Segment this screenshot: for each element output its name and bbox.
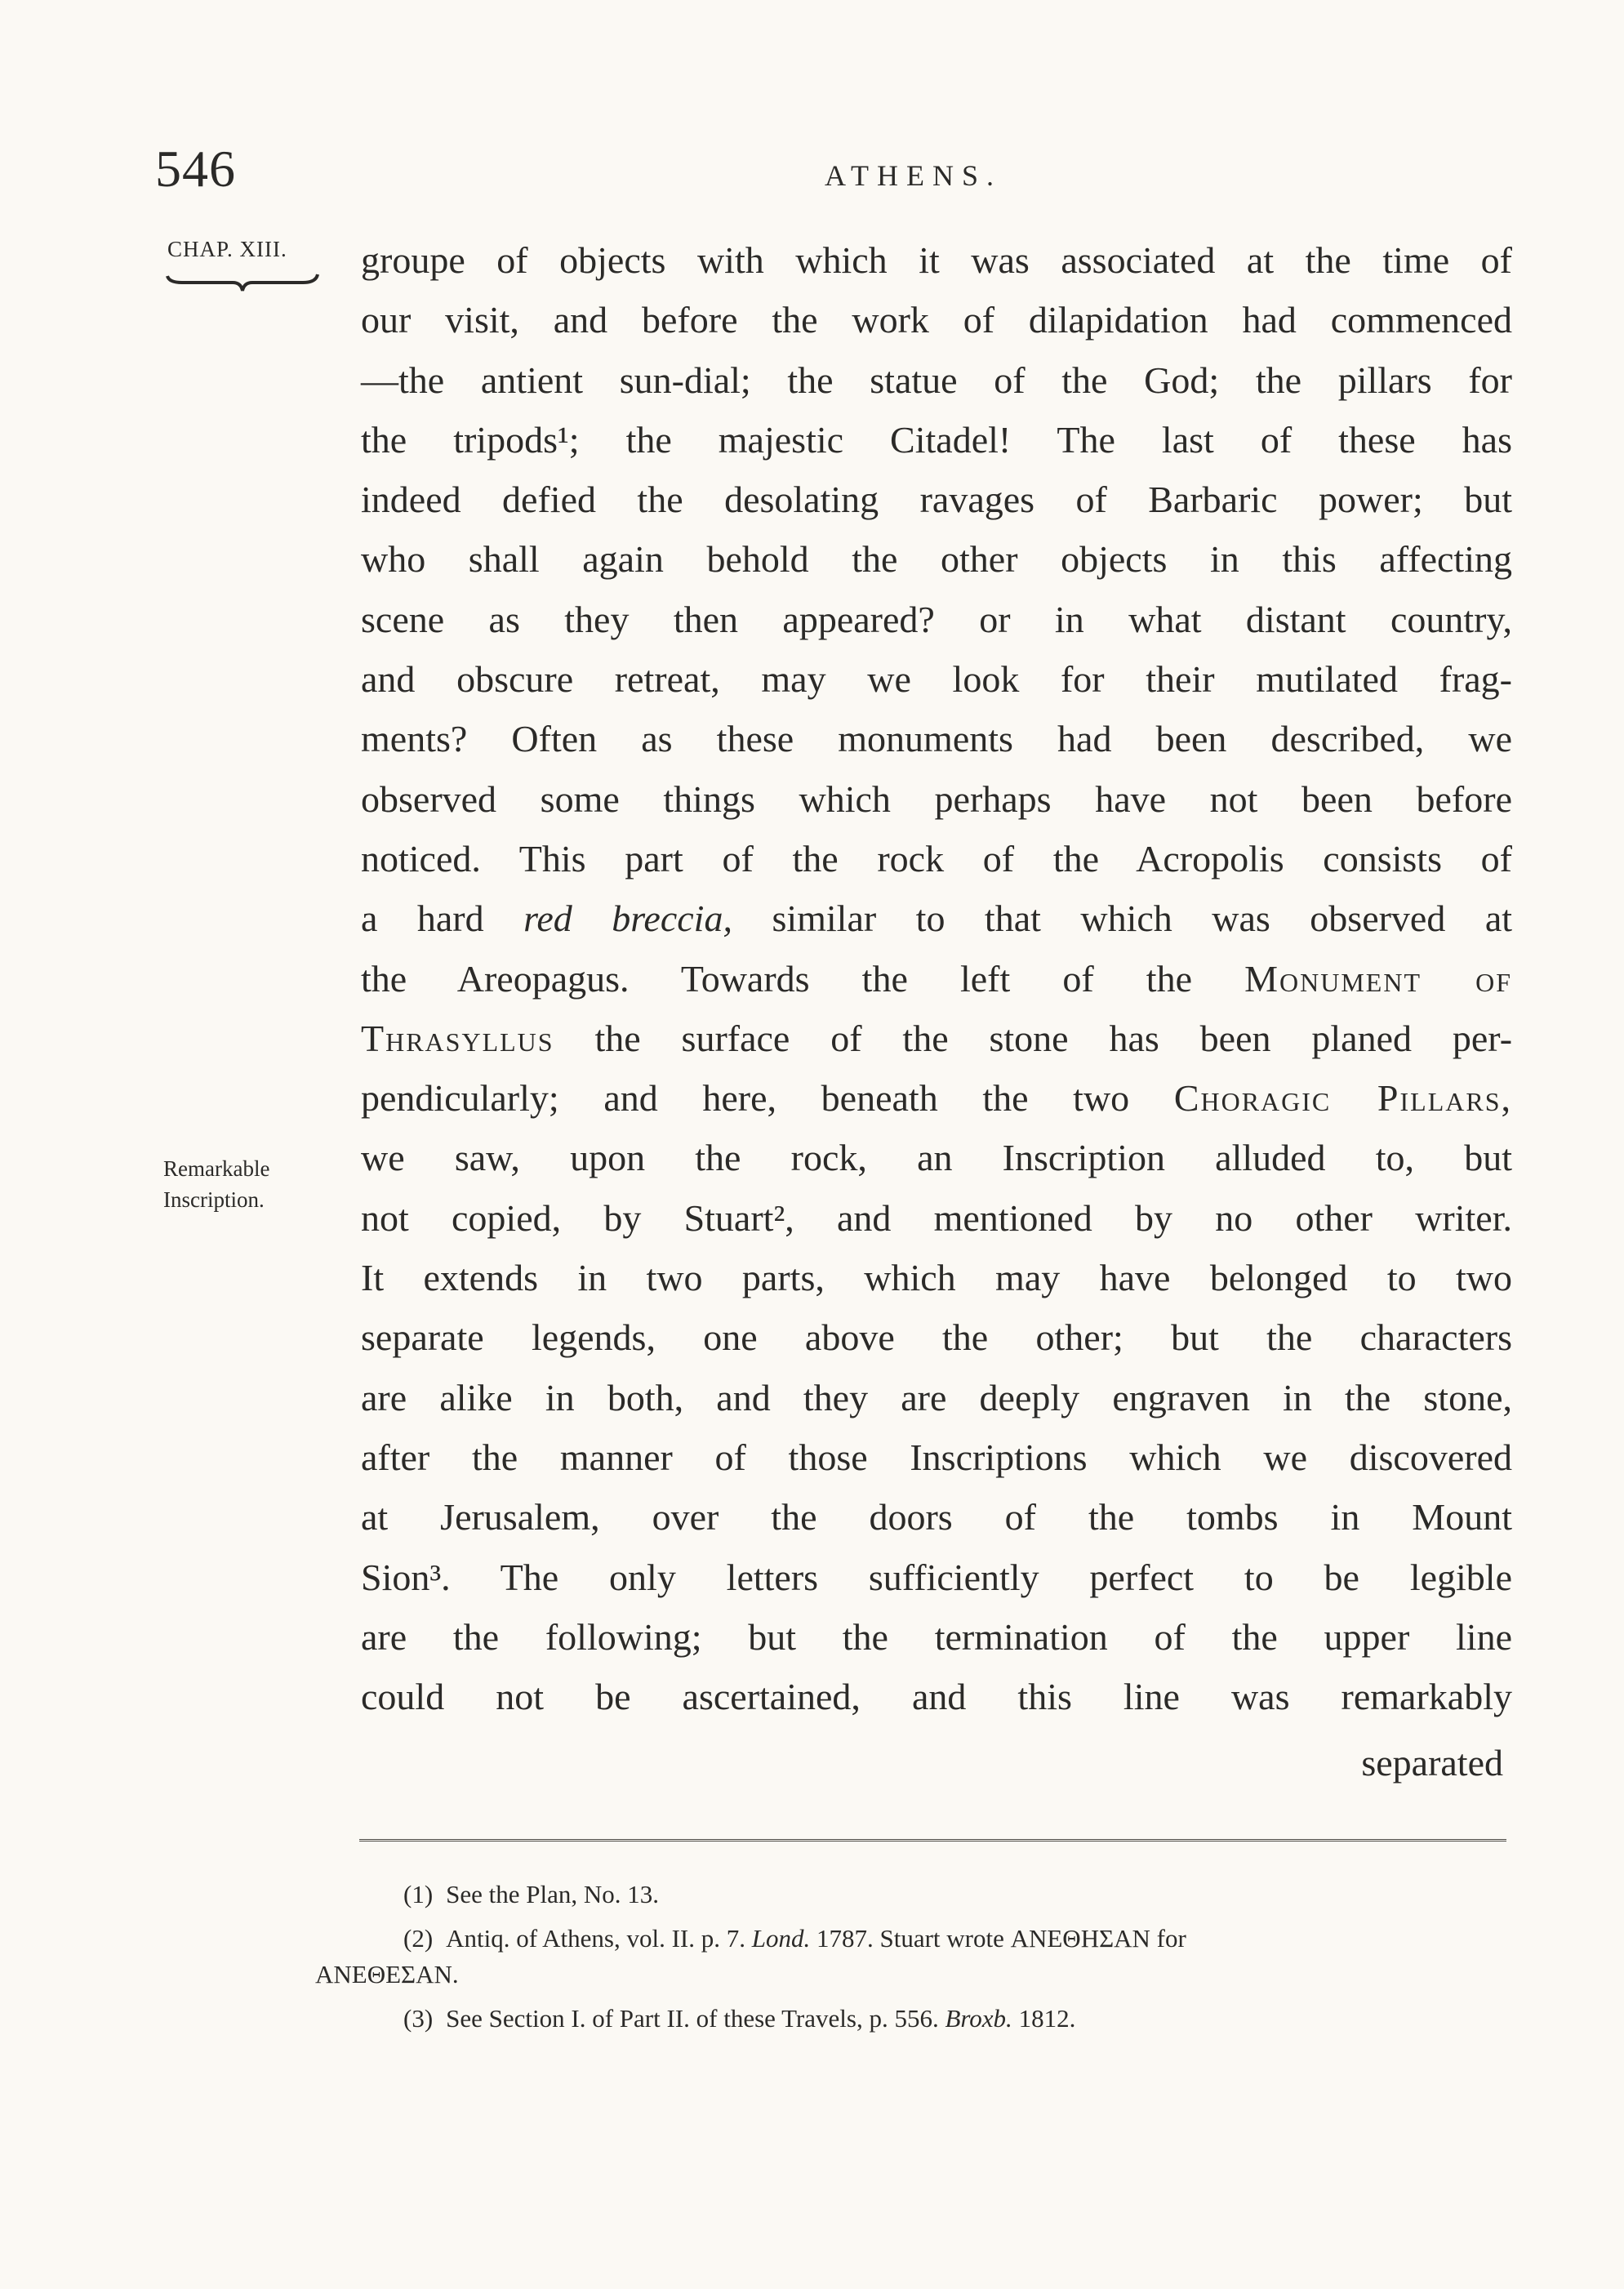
footnote-number: (2) [403, 1924, 434, 1953]
text-run: pendicularly; and here, beneath the two [361, 1077, 1130, 1120]
text-line: at Jerusalem, over the doors of the tombs in Mount [361, 1496, 1512, 1539]
footnote-1 [359, 1877, 1519, 1913]
footnote-text: Antiq. of Athens, vol. II. p. 7. [446, 1924, 745, 1953]
text-line: are alike in both, and they are deeply engraven in the stone, [361, 1376, 1512, 1418]
footnote-text: See the Plan, No. 13. [446, 1880, 660, 1908]
catchword: separated [1361, 1742, 1503, 1784]
footnote-text: 1787. Stuart wrote ΑΝΕΘΗΣΑΝ for [816, 1924, 1186, 1953]
text-line: and obscure retreat, may we look for their mutilated frag- [361, 658, 1512, 701]
small-caps-term: Choragic Pillars, [1173, 1077, 1512, 1120]
text-line: our visit, and before the work of dilapidation had commenced [361, 299, 1512, 341]
italic-term: red breccia, [523, 897, 732, 940]
footnote-3 [359, 2001, 1519, 2037]
text-line: indeed defied the desolating ravages of Barbaric power; but [361, 479, 1512, 521]
chapter-brace-ornament [166, 269, 319, 294]
text-line: separate legends, one above the other; but the characters [361, 1316, 1512, 1359]
margin-note [163, 1153, 269, 1215]
footnote-text: See Section I. of Part II. of these Travels, p. 556. [446, 2004, 939, 2033]
footnote-italic: Broxb. [945, 2004, 1012, 2033]
margin-note-line-1: Remarkable [163, 1156, 270, 1181]
text-line [361, 1009, 1512, 1068]
text-line [361, 949, 1512, 1009]
margin-note-line-2: Inscription. [163, 1187, 265, 1212]
small-caps-term: Monument of [1244, 957, 1513, 1000]
running-head: ATHENS. [825, 159, 1003, 192]
small-caps-term: Thrasyllus [361, 1017, 554, 1059]
text-line: who shall again behold the other objects in this affecting [361, 538, 1512, 581]
text-line: —the antient sun-dial; the statue of the God; the pillars for [361, 358, 1512, 401]
footnote-number: (1) [403, 1880, 434, 1908]
text-line: noticed. This part of the rock of the Acropolis consists of [361, 837, 1512, 880]
text-line: scene as they then appeared? or in what distant country, [361, 598, 1512, 640]
text-line: not copied, by Stuart², and mentioned by no other writer. [361, 1196, 1512, 1239]
footnote-italic: Lond. [751, 1924, 811, 1953]
text-line: It extends in two parts, which may have belonged to two [361, 1257, 1512, 1299]
footnotes [315, 1877, 1519, 2045]
text-line [361, 888, 1512, 948]
text-run: the surface of the stone has been planed per- [594, 1017, 1513, 1059]
footnote-rule [359, 1839, 1506, 1841]
body-text [361, 230, 1512, 1726]
text-line: observed some things which perhaps have not been before [361, 777, 1512, 820]
text-line: the tripods¹; the majestic Citadel! The last of these has [361, 418, 1512, 461]
footnote-2 [315, 1921, 1519, 1993]
text-line: after the manner of those Inscriptions which we discovered [361, 1436, 1512, 1478]
chapter-label: CHAP. XIII. [167, 237, 287, 261]
footnote-number: (3) [403, 2004, 434, 2033]
text-line: we saw, upon the rock, an Inscription alluded to, but [361, 1137, 1512, 1179]
footnote-text: 1812. [1018, 2004, 1076, 2033]
text-run: a hard [361, 897, 484, 940]
text-run: the Areopagus. Towards the left of the [361, 957, 1192, 1000]
text-line [361, 1068, 1512, 1128]
text-run: similar to that which was observed at [772, 897, 1513, 940]
text-line: could not be ascertained, and this line was remarkably [361, 1676, 1512, 1718]
text-line: are the following; but the termination of the upper line [361, 1615, 1512, 1658]
footnote-text: ΑΝΕΘΕΣΑΝ. [315, 1960, 459, 1988]
text-line: Sion³. The only letters sufficiently perfect to be legible [361, 1556, 1512, 1598]
text-line: groupe of objects with which it was associated at the time of [361, 239, 1512, 281]
page-number: 546 [155, 140, 236, 198]
text-line: ments? Often as these monuments had been described, we [361, 718, 1512, 760]
